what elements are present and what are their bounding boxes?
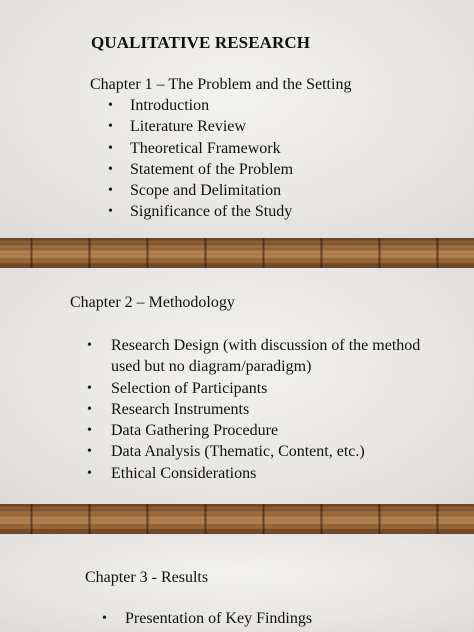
bullet-icon: • xyxy=(108,119,113,135)
list-item-text: Significance of the Study xyxy=(130,203,293,221)
bullet-icon: • xyxy=(87,338,92,353)
bullet-icon: • xyxy=(102,611,107,626)
list-item xyxy=(87,378,451,399)
chapter-1-heading: Chapter 1 – The Problem and the Setting xyxy=(90,76,352,93)
bullet-icon: • xyxy=(87,444,92,460)
list-item-text: Statement of the Problem xyxy=(130,160,294,178)
chapter-2-heading: Chapter 2 – Methodology xyxy=(70,294,235,311)
bullet-icon: • xyxy=(108,98,113,113)
list-item xyxy=(87,399,451,420)
list-item-text: Introduction xyxy=(130,97,210,114)
bullet-icon: • xyxy=(87,401,92,417)
list-item xyxy=(108,138,293,159)
slide-1 xyxy=(0,0,474,238)
bullet-icon: • xyxy=(108,204,113,220)
chapter-2-list xyxy=(87,335,451,484)
list-item xyxy=(87,463,451,484)
list-item-text: Literature Review xyxy=(130,118,246,136)
list-item-text: Presentation of Key Findings xyxy=(125,610,313,627)
bullet-icon: • xyxy=(108,161,113,177)
slide-title: QUALITATIVE RESEARCH xyxy=(91,33,311,52)
list-item xyxy=(87,335,451,378)
list-item-text: Research Instruments xyxy=(111,400,250,418)
list-item xyxy=(108,95,293,116)
wood-divider xyxy=(0,504,474,534)
chapter-1-list xyxy=(108,95,294,223)
list-item xyxy=(102,608,313,629)
bullet-icon: • xyxy=(87,465,92,481)
chapter-3-list xyxy=(102,608,313,629)
list-item-text: Ethical Considerations xyxy=(111,464,257,482)
list-item xyxy=(87,420,451,441)
bullet-icon: • xyxy=(87,423,92,439)
slide-3 xyxy=(0,534,474,632)
list-item-text: Theoretical Framework xyxy=(130,139,281,157)
list-item xyxy=(87,441,451,462)
list-item xyxy=(108,159,294,180)
list-item-text: Selection of Participants xyxy=(111,379,268,397)
list-item xyxy=(108,180,293,201)
list-item-text: Data Gathering Procedure xyxy=(111,422,279,440)
list-item-text: Research Design (with discussion of the method used but no diagram/paradigm) xyxy=(111,337,421,376)
bullet-icon: • xyxy=(108,140,113,156)
bullet-icon: • xyxy=(108,183,113,199)
bullet-icon: • xyxy=(87,380,92,396)
list-item xyxy=(108,116,293,137)
list-item-text: Data Analysis (Thematic, Content, etc.) xyxy=(111,443,365,461)
slide-2 xyxy=(0,268,474,504)
list-item xyxy=(108,201,293,222)
chapter-3-heading: Chapter 3 - Results xyxy=(85,569,209,586)
wood-divider xyxy=(0,238,474,268)
list-item-text: Scope and Delimitation xyxy=(130,182,282,200)
